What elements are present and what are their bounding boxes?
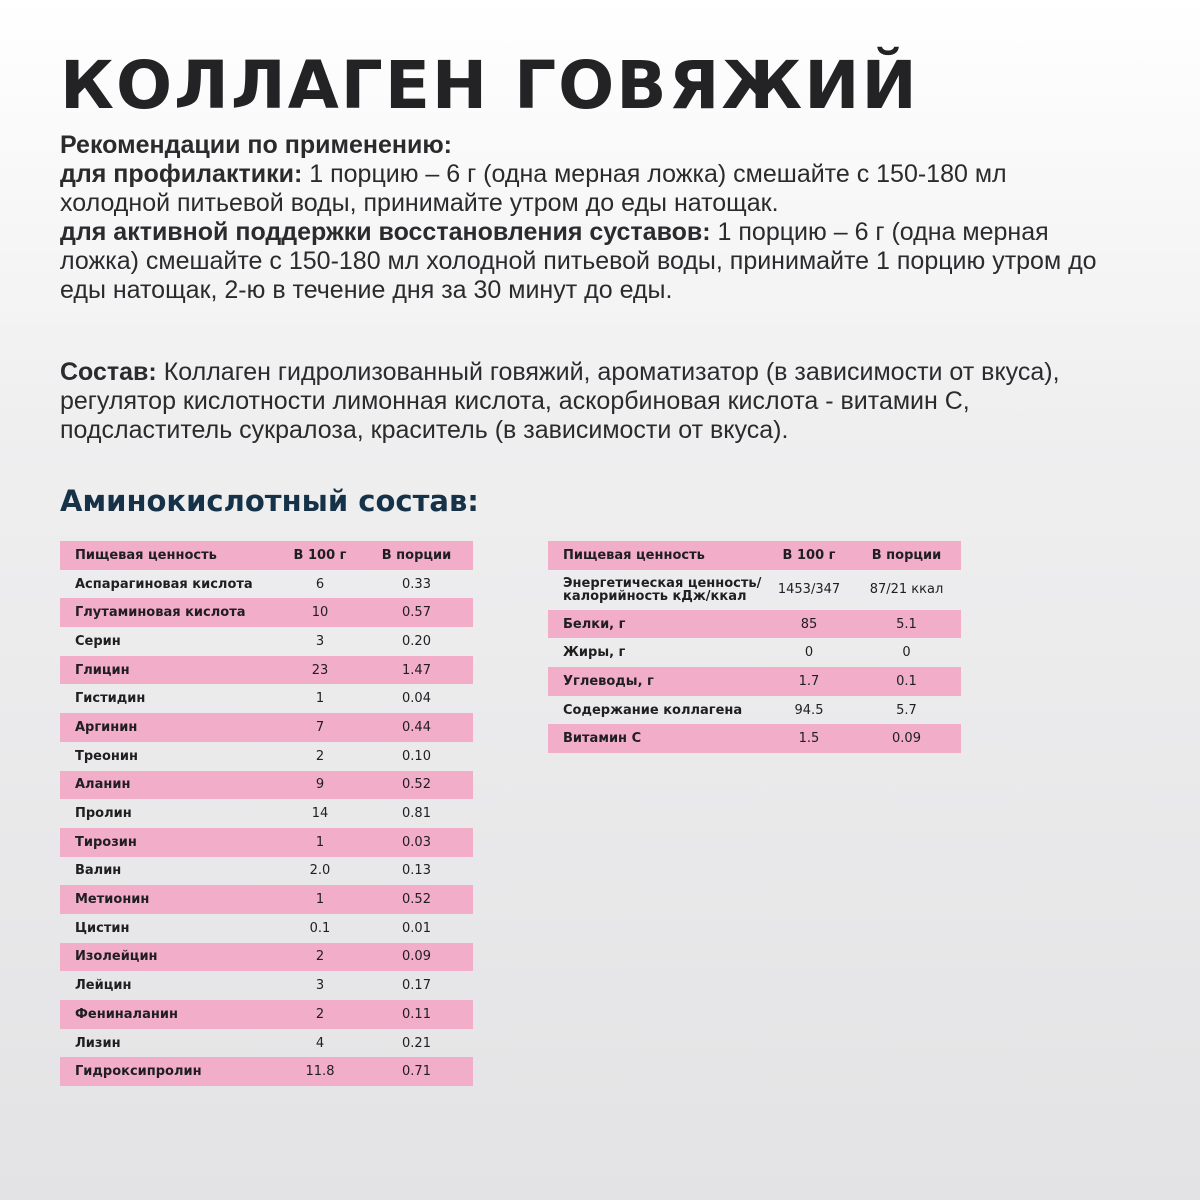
per-100g-value: 2 — [280, 943, 360, 972]
per-serving-value: 0.20 — [402, 633, 431, 649]
table-row — [60, 684, 473, 713]
composition-label: Состав: — [60, 358, 157, 386]
table-row — [548, 570, 961, 610]
table-row — [60, 713, 473, 742]
nutrition-table — [548, 541, 961, 753]
per-serving-value: 0.11 — [360, 1000, 473, 1029]
row-label: Аспарагиновая кислота — [75, 576, 253, 592]
row-label: Содержание коллагена — [563, 702, 743, 718]
row-label: Лейцин — [75, 978, 132, 994]
per-100g-value: 9 — [280, 771, 360, 800]
table-row — [60, 971, 473, 1000]
table-header-cell: В 100 г — [280, 541, 360, 570]
table-row — [60, 799, 473, 828]
table-row — [60, 598, 473, 627]
row-label: Пролин — [75, 806, 132, 822]
per-100g-value: 1 — [280, 828, 360, 857]
row-label: Треонин — [75, 748, 138, 764]
table-row — [548, 610, 961, 639]
per-100g-value: 0 — [804, 645, 814, 661]
row-label: Белки, г — [548, 610, 766, 639]
per-100g-value: 2 — [280, 1000, 360, 1029]
per-100g-value: 94.5 — [794, 702, 824, 718]
table-row — [60, 742, 473, 771]
recommendations — [60, 131, 1100, 305]
row-label: Лизин — [75, 1035, 121, 1051]
table-header-cell: Пищевая ценность — [60, 541, 280, 570]
table-row — [60, 627, 473, 656]
per-serving-value: 0.81 — [402, 806, 431, 822]
table-row — [548, 724, 961, 753]
recommendations-heading: Рекомендации по применению: — [60, 131, 453, 159]
row-label: Фениналанин — [60, 1000, 280, 1029]
row-label: Серин — [75, 633, 121, 649]
table-row — [60, 656, 473, 685]
row-label: Гистидин — [75, 691, 146, 707]
active-text: 1 порцию – 6 г (одна мерная ложка) смешайте с 150-180 мл холодной питьевой воды, принимайте 1 порцию утром до еды натощак, 2-ю в течение дня за 30 минут до еды. — [60, 218, 1097, 304]
table-row — [60, 828, 473, 857]
per-serving-value: 0.09 — [852, 724, 961, 753]
row-label: Изолейцин — [60, 943, 280, 972]
per-100g-value: 1453/347 — [777, 582, 841, 598]
per-serving-value: 0.10 — [402, 748, 431, 764]
table-row — [60, 570, 473, 599]
row-label: Цистин — [75, 920, 130, 936]
per-100g-value: 2 — [315, 748, 325, 764]
prevention-label: для профилактики: — [60, 160, 303, 188]
table-header-cell: В порции — [852, 541, 961, 570]
row-label: Глутаминовая кислота — [60, 598, 280, 627]
per-serving-value: 0.33 — [402, 576, 431, 592]
table-row — [548, 638, 961, 667]
per-100g-value: 3 — [315, 633, 325, 649]
row-label: Углеводы, г — [548, 667, 766, 696]
row-label: Валин — [75, 863, 122, 879]
active-label: для активной поддержки восстановления суставов: — [60, 218, 711, 246]
per-serving-value: 87/21 ккал — [869, 582, 944, 598]
row-label: Аргинин — [60, 713, 280, 742]
per-serving-value: 0.17 — [402, 978, 431, 994]
per-serving-value: 0.52 — [360, 885, 473, 914]
table-header-row — [60, 541, 473, 570]
per-100g-value: 14 — [311, 806, 329, 822]
per-serving-value: 0.13 — [402, 863, 431, 879]
row-label: Глицин — [60, 656, 280, 685]
row-label: Гидроксипролин — [60, 1057, 280, 1086]
row-label: Тирозин — [60, 828, 280, 857]
per-100g-value: 0.1 — [309, 920, 331, 936]
per-100g-value: 85 — [766, 610, 852, 639]
composition — [60, 358, 1100, 445]
table-header-row — [548, 541, 961, 570]
per-serving-value: 5.1 — [852, 610, 961, 639]
table-row — [60, 1029, 473, 1058]
per-serving-value: 0.01 — [402, 920, 431, 936]
amino-acid-table — [60, 541, 473, 1086]
per-100g-value: 23 — [280, 656, 360, 685]
row-label: Метионин — [60, 885, 280, 914]
per-serving-value: 0.04 — [402, 691, 431, 707]
per-serving-value: 1.47 — [360, 656, 473, 685]
row-label: Энергетическая ценность/ калорийность кДж/ккал — [563, 575, 762, 604]
per-100g-value: 6 — [315, 576, 325, 592]
per-serving-value: 0.03 — [360, 828, 473, 857]
per-serving-value: 0.21 — [402, 1035, 431, 1051]
per-serving-value: 0 — [902, 645, 911, 661]
table-row — [60, 857, 473, 886]
per-serving-value: 0.52 — [360, 771, 473, 800]
table-row — [60, 885, 473, 914]
per-100g-value: 7 — [280, 713, 360, 742]
table-row — [548, 667, 961, 696]
row-label: Жиры, г — [563, 645, 626, 661]
per-serving-value: 0.71 — [360, 1057, 473, 1086]
per-100g-value: 3 — [315, 978, 325, 994]
per-serving-value: 0.09 — [360, 943, 473, 972]
per-serving-value: 5.7 — [896, 702, 917, 718]
table-header-cell: Пищевая ценность — [548, 541, 766, 570]
amino-section-title: Аминокислотный состав: — [60, 484, 479, 518]
table-header-cell: В 100 г — [766, 541, 852, 570]
per-serving-value: 0.1 — [852, 667, 961, 696]
table-header-cell: В порции — [360, 541, 473, 570]
per-100g-value: 10 — [280, 598, 360, 627]
table-row — [548, 696, 961, 725]
per-100g-value: 1.5 — [766, 724, 852, 753]
table-row — [60, 914, 473, 943]
per-100g-value: 1.7 — [766, 667, 852, 696]
table-row — [60, 1057, 473, 1086]
prevention-text: 1 порцию – 6 г (одна мерная ложка) смешайте с 150-180 мл холодной питьевой воды, принимайте утром до еды натощак. — [60, 160, 1007, 217]
table-row — [60, 1000, 473, 1029]
row-label: Аланин — [60, 771, 280, 800]
row-label: Витамин С — [548, 724, 766, 753]
per-100g-value: 1 — [280, 885, 360, 914]
per-serving-value: 0.57 — [360, 598, 473, 627]
table-row — [60, 771, 473, 800]
per-100g-value: 4 — [315, 1035, 325, 1051]
table-row — [60, 943, 473, 972]
page-title: КОЛЛАГЕН ГОВЯЖИЙ — [60, 47, 919, 124]
per-serving-value: 0.44 — [360, 713, 473, 742]
composition-text: Коллаген гидролизованный говяжий, ароматизатор (в зависимости от вкуса), регулятор кислотности лимонная кислота, аскорбиновая кислота - витамин С, подсластитель сукралоза, краситель (в зависимости от вкуса). — [60, 358, 1060, 444]
per-100g-value: 1 — [315, 691, 325, 707]
per-100g-value: 11.8 — [280, 1057, 360, 1086]
per-100g-value: 2.0 — [309, 863, 331, 879]
